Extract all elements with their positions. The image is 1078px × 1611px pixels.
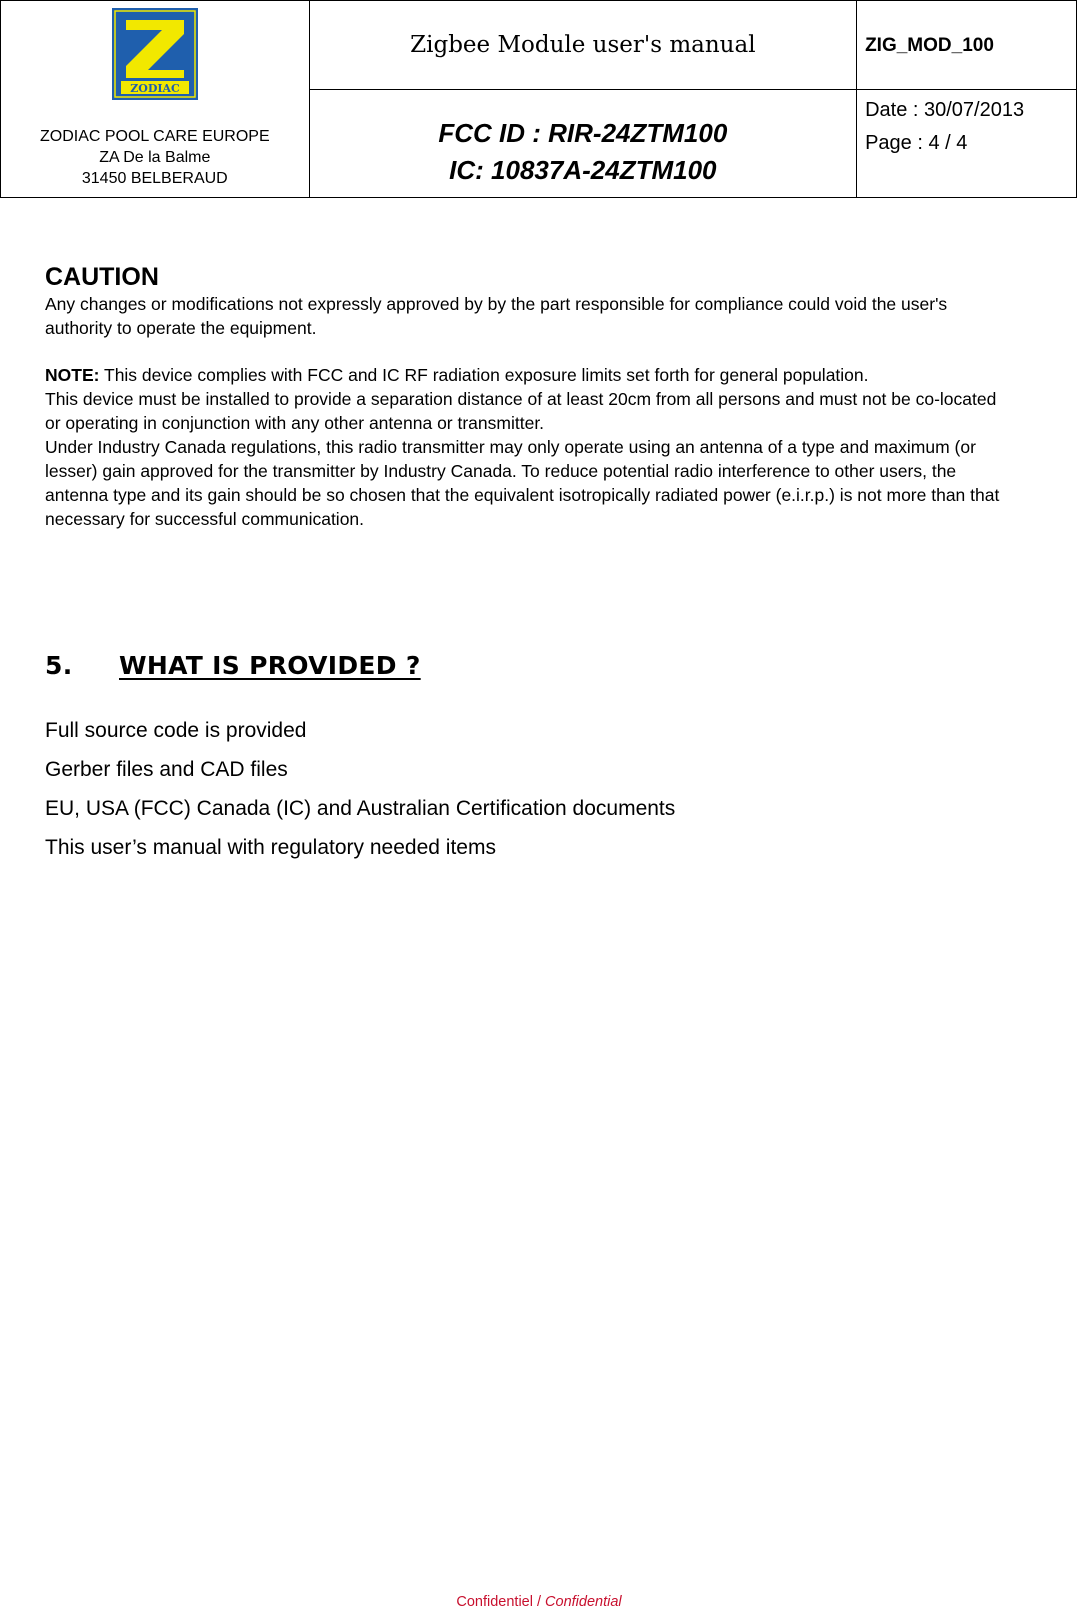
note-text-1: This device complies with FCC and IC RF radiation exposure limits set forth for general population.	[99, 365, 869, 385]
doc-title: Zigbee Module user's manual	[309, 1, 856, 90]
zodiac-logo	[112, 8, 198, 100]
ic-id: IC: 10837A-24ZTM100	[449, 155, 717, 185]
date-page-cell	[857, 90, 1077, 198]
caution-text: Any changes or modifications not expressly approved by by the part responsible for compliance could void the user's authority to operate the equipment.	[45, 294, 948, 338]
footer-fr: Confidentiel	[456, 1594, 533, 1610]
logo-wordmark: ZODIAC	[130, 82, 180, 95]
list-item: This user’s manual with regulatory needed items	[45, 836, 496, 859]
section-number: 5.	[45, 651, 73, 680]
note-paragraph	[45, 363, 1005, 387]
doc-date: Date : 30/07/2013	[865, 99, 1025, 121]
section-title: WHAT IS PROVIDED ?	[119, 651, 421, 680]
company-cell	[1, 1, 310, 198]
caution-title: CAUTION	[45, 263, 159, 291]
note-text-2: This device must be installed to provide a separation distance of at least 20cm from all persons and must not be co-located or operating in conjunction with any other antenna or transmitter.	[45, 389, 997, 433]
list-item: EU, USA (FCC) Canada (IC) and Australian Certification documents	[45, 797, 676, 820]
caution-section	[45, 262, 1005, 531]
footer-sep: /	[532, 1594, 546, 1610]
provided-list	[45, 711, 675, 867]
list-item: Gerber files and CAD files	[45, 758, 288, 781]
list-item: Full source code is provided	[45, 719, 307, 742]
regulatory-ids	[309, 90, 856, 198]
company-street: ZA De la Balme	[99, 149, 211, 166]
note-text-3: Under Industry Canada regulations, this radio transmitter may only operate using an antenna of a type and maximum (or lesser) gain approved for the transmitter by Industry Canada. To reduce potential radio interference to other users, the antenna type and its gain should be so chosen that the equivalent isotropically radiated power (e.i.r.p.) is not more than that necessary for successful communication.	[45, 437, 1000, 529]
company-name: ZODIAC POOL CARE EUROPE	[39, 128, 270, 145]
doc-ref: ZIG_MOD_100	[857, 1, 1077, 90]
section-heading	[45, 651, 421, 680]
page-number: Page : 4 / 4	[865, 132, 968, 154]
fcc-id: FCC ID : RIR-24ZTM100	[438, 118, 728, 148]
company-address	[1, 126, 309, 189]
note-label: NOTE:	[45, 365, 100, 385]
confidential-footer	[0, 1594, 1078, 1610]
company-city: 31450 BELBERAUD	[81, 170, 228, 187]
footer-en: Confidential	[545, 1594, 622, 1610]
document-header	[0, 0, 1077, 198]
